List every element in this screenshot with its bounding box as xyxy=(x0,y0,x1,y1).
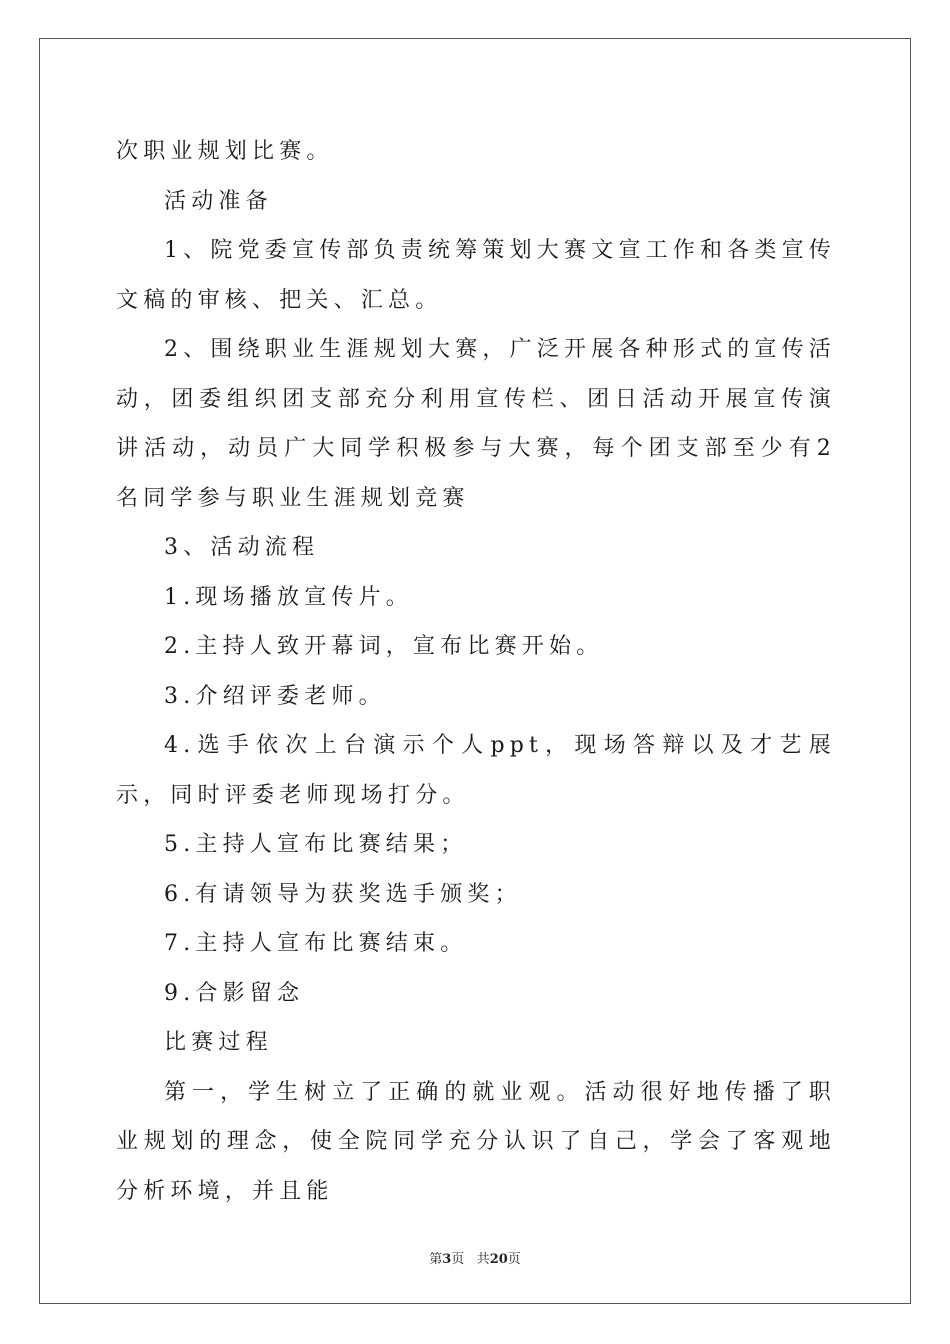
paragraph: 第一，学生树立了正确的就业观。活动很好地传播了职业规划的理念，使全院同学充分认识了自己，学会了客观地分析环境，并且能 xyxy=(116,1079,836,1204)
current-page-number: 3 xyxy=(442,1252,452,1267)
section-heading: 活动准备 xyxy=(164,188,273,214)
list-item: 9.合影留念 xyxy=(164,980,305,1006)
list-item: 4.选手依次上台演示个人ppt，现场答辩以及才艺展示，同时评委老师现场打分。 xyxy=(116,733,836,808)
footer-page-label: 页 xyxy=(451,1252,465,1267)
list-item: 1.现场播放宣传片。 xyxy=(164,584,413,610)
footer-total-prefix: 共 xyxy=(476,1252,490,1267)
total-page-count: 20 xyxy=(489,1252,508,1267)
paragraph: 次职业规划比赛。 xyxy=(116,139,334,164)
footer-total-label: 页 xyxy=(507,1252,521,1267)
paragraph: 2、围绕职业生涯规划大赛，广泛开展各种形式的宣传活动，团委组织团支部充分利用宣传栏、团日活动开展宣传演讲活动，动员广大同学积极参与大赛，每个团支部至少有2名同学参与职业生涯规划竞赛 xyxy=(116,337,836,511)
list-item: 3.介绍评委老师。 xyxy=(164,683,386,709)
footer-prefix: 第 xyxy=(429,1252,443,1267)
list-item: 7.主持人宣布比赛结束。 xyxy=(164,931,468,956)
list-item: 2.主持人致开幕词，宣布比赛开始。 xyxy=(164,634,604,659)
page-footer xyxy=(0,1248,950,1267)
list-item: 5.主持人宣布比赛结果； xyxy=(164,832,468,857)
document-body xyxy=(116,127,836,1216)
section-heading: 3、活动流程 xyxy=(164,535,320,560)
list-item: 6.有请领导为获奖选手颁奖； xyxy=(164,881,522,907)
section-heading: 比赛过程 xyxy=(164,1030,273,1055)
paragraph: 1、院党委宣传部负责统筹策划大赛文宣工作和各类宣传文稿的审核、把关、汇总。 xyxy=(116,238,836,313)
